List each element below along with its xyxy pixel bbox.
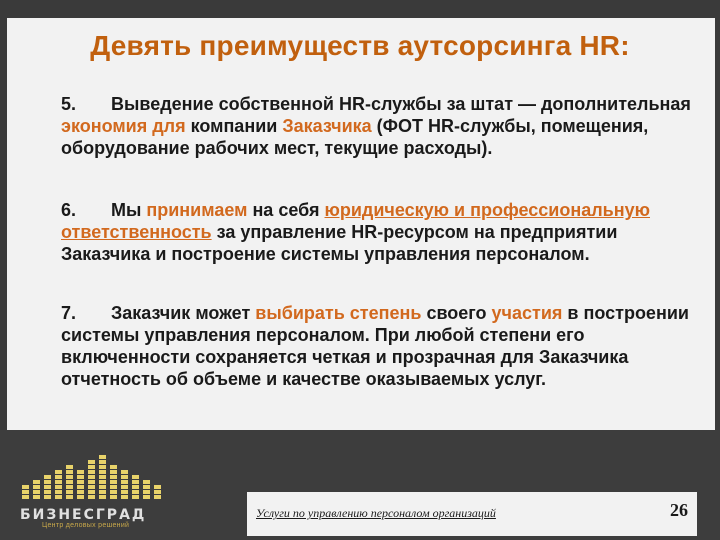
logo-bar-segment [88,460,95,464]
logo-bar-segment [99,470,106,474]
logo-bar-segment [22,490,29,494]
logo-bar-segment [22,495,29,499]
logo-bar-segment [143,480,150,484]
highlighted-text: принимаем [146,200,248,220]
logo-bar-segment [66,465,73,469]
highlighted-text: выбирать степень [255,303,422,323]
logo-bar-segment [99,495,106,499]
highlighted-text: юридическую и профессиональную ответственность [61,200,650,242]
logo-bar-segment [99,490,106,494]
logo-bar-segment [121,495,128,499]
item-text: своего [421,303,492,323]
logo-bar-segment [88,485,95,489]
logo-bar-segment [154,485,161,489]
logo-bar-segment [110,485,117,489]
logo-bar-segment [121,470,128,474]
logo-bar-segment [132,485,139,489]
logo-bar-segment [121,480,128,484]
logo-bar-segment [110,475,117,479]
logo-bar-segment [77,475,84,479]
slide-title: Девять преимуществ аутсорсинга HR: [90,30,630,61]
item-number: 7. [61,303,77,323]
logo-bar-segment [143,490,150,494]
logo-bar-segment [99,455,106,459]
logo-bar-segment [77,495,84,499]
logo-bar-segment [110,470,117,474]
item-number: 5. [61,94,77,114]
page-number: 26 [670,500,688,520]
logo-bar-segment [88,475,95,479]
item-number: 6. [61,200,77,220]
list-item-5 [61,93,691,159]
logo-bar-segment [154,495,161,499]
logo-bar-segment [77,490,84,494]
logo-bar-segment [33,485,40,489]
logo-bar-segment [44,490,51,494]
logo-bar-segment [88,480,95,484]
logo-bar-segment [88,490,95,494]
logo-bar-segment [44,475,51,479]
logo-bar-segment [77,470,84,474]
logo-bar-segment [110,465,117,469]
logo-bar-segment [33,495,40,499]
logo-bar-segment [99,475,106,479]
logo-bar-segment [99,460,106,464]
logo-name: БИЗНЕСГРАД [20,507,147,523]
logo-bar-segment [66,480,73,484]
logo-bar-segment [55,475,62,479]
logo-bar-segment [22,485,29,489]
item-text: Заказчик может [111,303,256,323]
logo-bar-segment [66,470,73,474]
logo-bar-segment [143,495,150,499]
logo-bar-segment [66,485,73,489]
logo-bar-segment [66,495,73,499]
logo-bar-segment [44,485,51,489]
logo-bar-segment [44,480,51,484]
logo-bar-segment [110,495,117,499]
logo-bar-segment [66,475,73,479]
item-text: на себя [247,200,325,220]
logo-bar-segment [154,490,161,494]
logo-bar-segment [44,495,51,499]
logo-bar-segment [132,490,139,494]
item-text: компании [185,116,283,136]
logo-bar-segment [55,495,62,499]
logo-tagline: Центр деловых решений [42,522,130,529]
logo-bar-segment [77,485,84,489]
item-text: за управление HR-ресурсом на предприятии Заказчика и построение системы управления персоналом. [61,222,618,264]
list-item-7 [61,302,691,390]
item-text: Выведение собственной HR-службы за штат — дополнительная [111,94,691,114]
logo-bar-segment [33,490,40,494]
logo-bar-segment [132,495,139,499]
item-text: в построении системы управления персоналом. При любой степени его включенности сохраняется четкая и прозрачная для Заказчика отчетность об объеме и качестве оказываемых услуг. [61,303,689,389]
logo-bar-segment [121,485,128,489]
list-item-6 [61,199,691,265]
logo-bar-segment [132,475,139,479]
highlighted-text: экономия для [61,116,186,136]
logo-bar-segment [143,485,150,489]
logo-bar-segment [121,490,128,494]
logo-bar-segment [88,495,95,499]
logo-bar-segment [121,475,128,479]
item-text: (ФОТ HR-службы, помещения, оборудование рабочих мест, текущие расходы). [61,116,649,158]
logo-bar-segment [99,485,106,489]
logo-bar-segment [55,470,62,474]
item-text: Мы [111,200,147,220]
logo-bar-segment [88,470,95,474]
logo-bar-segment [99,480,106,484]
logo-bar-segment [99,465,106,469]
logo-bar-segment [88,465,95,469]
equalizer-bars-logo-icon [22,440,172,502]
logo-bar-segment [132,480,139,484]
logo-bar-segment [33,480,40,484]
logo-bar-segment [55,485,62,489]
logo-bar-segment [77,480,84,484]
logo-bar-segment [110,490,117,494]
logo-bar-segment [55,490,62,494]
logo-bar-segment [55,480,62,484]
footer-caption: Услуги по управлению персоналом организаций [256,506,496,520]
highlighted-text: Заказчика [282,116,372,136]
highlighted-text: участия [491,303,563,323]
logo-bar-segment [66,490,73,494]
logo-bar-segment [110,480,117,484]
